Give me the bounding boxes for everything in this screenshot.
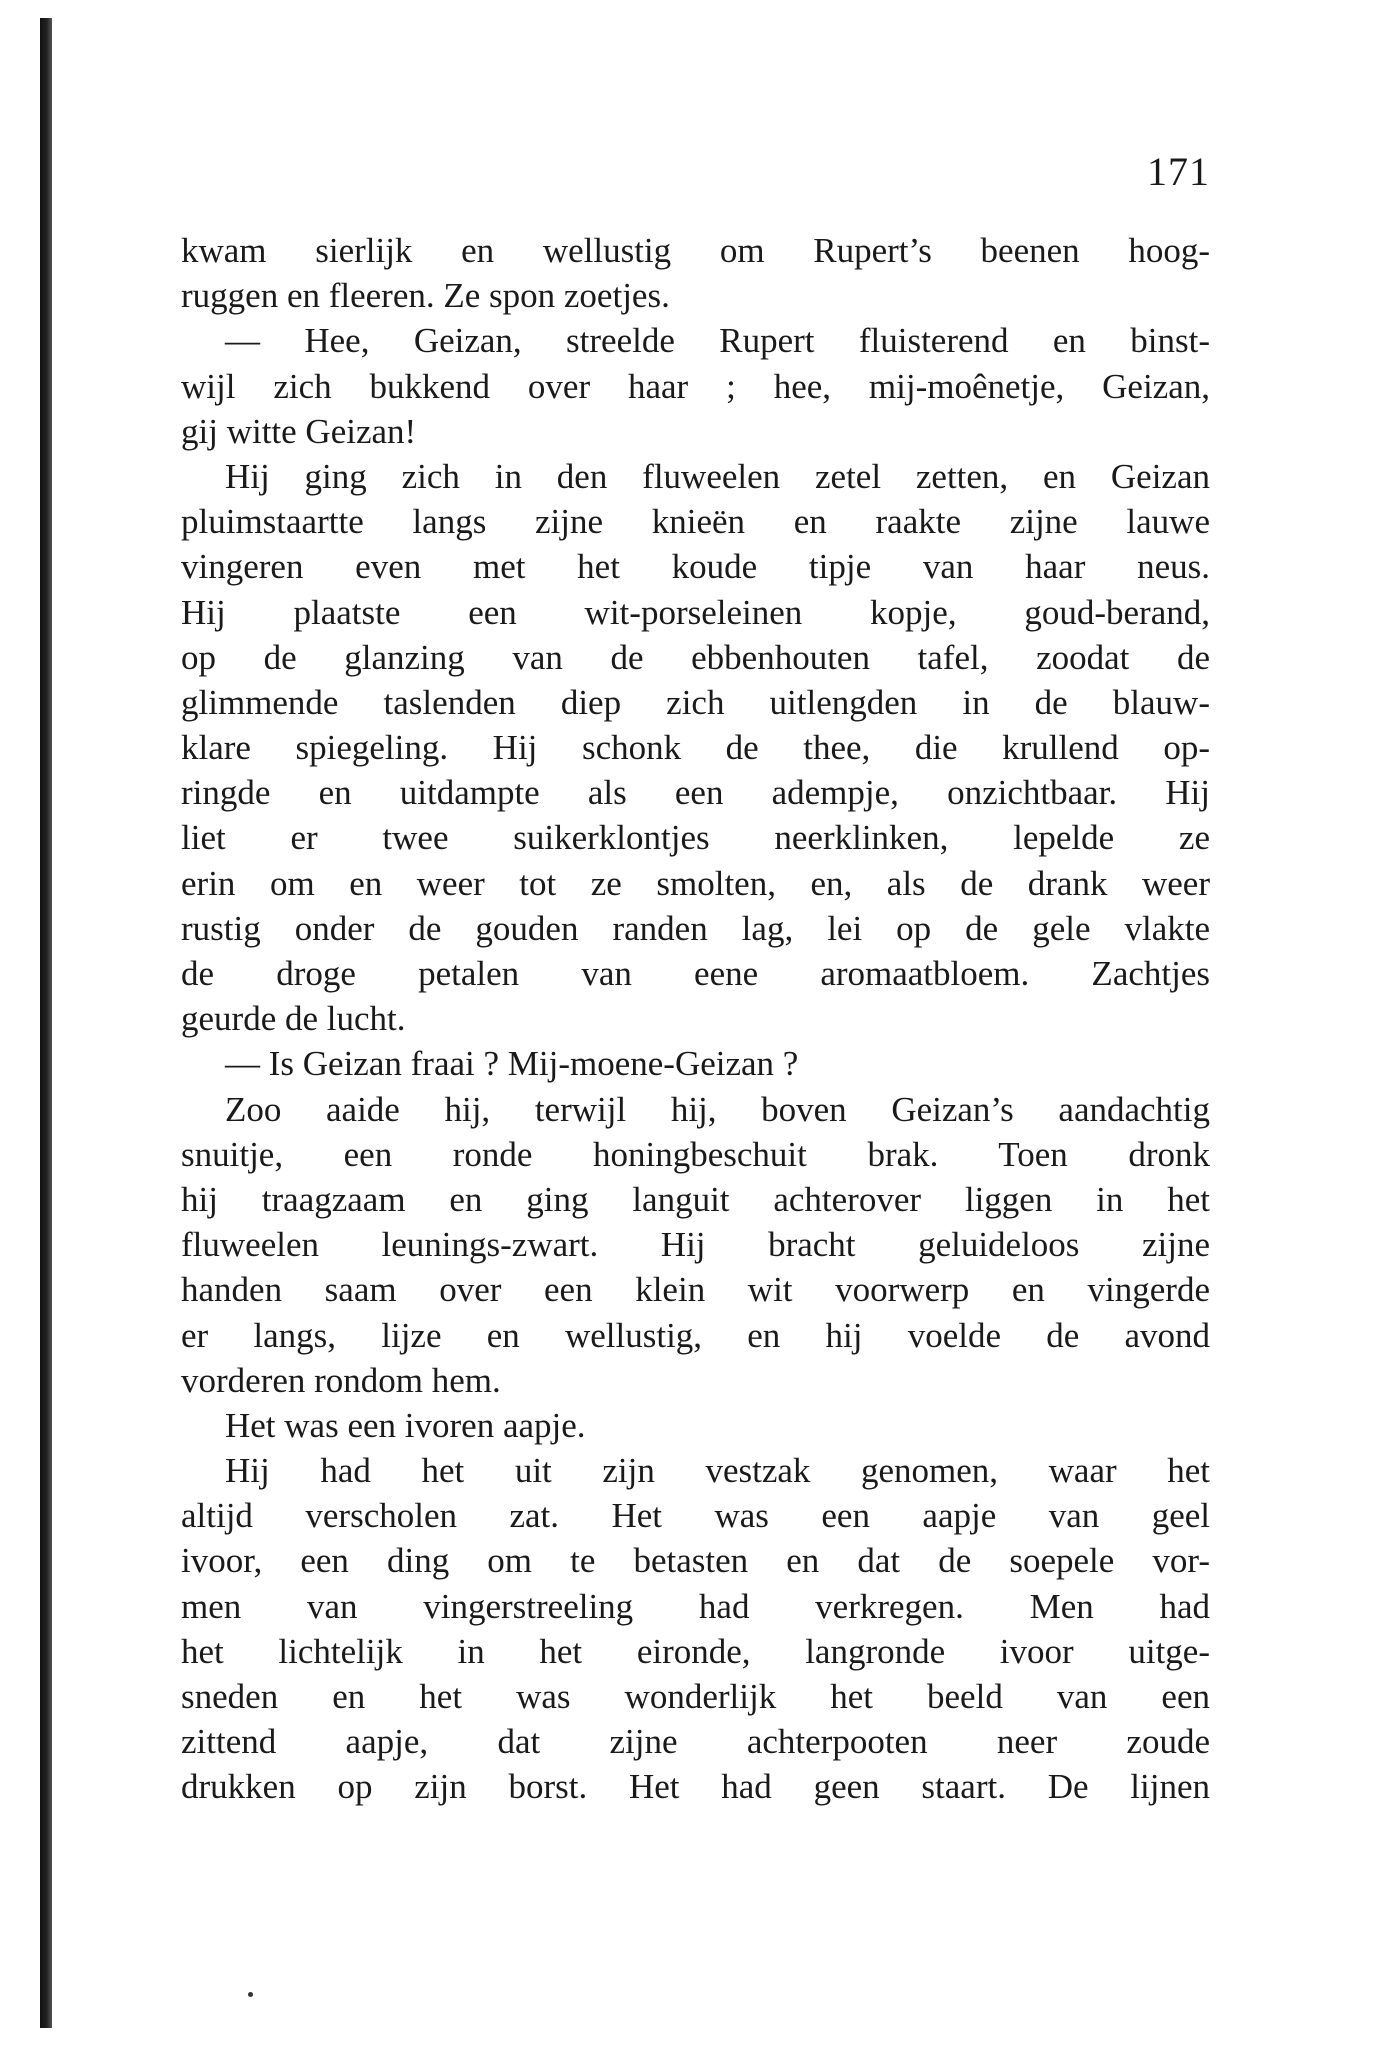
text-line: sneden en het was wonderlijk het beeld van een	[181, 1677, 1210, 1716]
text-line: Hij had het uit zijn vestzak genomen, waar het	[225, 1451, 1210, 1491]
text-line: gij witte Geizan!	[181, 411, 417, 451]
text-line: kwam sierlijk en wellustig om Rupert’s beenen hoog-	[181, 231, 1210, 270]
text-line: glimmende taslenden diep zich uitlengden in de blauw-	[181, 682, 1210, 722]
text-line: ringde en uitdampte als een adempje, onzichtbaar. Hij	[181, 773, 1210, 813]
text-line: wijl zich bukkend over haar ; hee, mij-moênetje, Geizan,	[181, 366, 1210, 406]
body-text	[181, 228, 1210, 1810]
text-line: ivoor, een ding om te betasten en dat de soepele vor-	[181, 1541, 1210, 1581]
text-line: handen saam over een klein wit voorwerp en vingerde	[181, 1270, 1210, 1310]
text-line: klare spiegeling. Hij schonk de thee, die krullend op-	[181, 728, 1210, 768]
text-line: geurde de lucht.	[181, 999, 406, 1039]
text-line: snuitje, een ronde honingbeschuit brak. Toen dronk	[181, 1134, 1210, 1174]
text-line: fluweelen leunings-zwart. Hij bracht geluideloos zijne	[181, 1225, 1210, 1265]
text-line: Hij ging zich in den fluweelen zetel zetten, en Geizan	[225, 456, 1210, 496]
text-line: vorderen rondom hem.	[181, 1360, 501, 1400]
text-line: rustig onder de gouden randen lag, lei op de gele vlakte	[181, 908, 1210, 948]
text-line: — Hee, Geizan, streelde Rupert fluisterend en binst-	[225, 321, 1210, 361]
page-number: 171	[1147, 149, 1210, 194]
text-line: vingeren even met het koude tipje van haar neus.	[181, 547, 1210, 587]
text-line: er langs, lijze en wellustig, en hij voelde de avond	[181, 1315, 1210, 1355]
text-line: — Is Geizan fraai ? Mij-moene-Geizan ?	[225, 1044, 799, 1084]
text-line: erin om en weer tot ze smolten, en, als de drank weer	[181, 863, 1210, 903]
text-line: men van vingerstreeling had verkregen. Men had	[181, 1586, 1210, 1626]
text-line: de droge petalen van eene aromaatbloem. Zachtjes	[181, 954, 1210, 993]
text-line: het lichtelijk in het eironde, langronde ivoor uitge-	[181, 1631, 1210, 1671]
binding-edge	[40, 18, 52, 2028]
text-line: ruggen en fleeren. Ze spon zoetjes.	[181, 276, 670, 316]
text-line: zittend aapje, dat zijne achterpooten neer zoude	[181, 1722, 1210, 1762]
text-line: Hij plaatste een wit-porseleinen kopje, goud-berand,	[181, 592, 1210, 632]
text-line: liet er twee suikerklontjes neerklinken, lepelde ze	[181, 818, 1210, 858]
text-line: Het was een ivoren aapje.	[225, 1405, 586, 1445]
text-line: op de glanzing van de ebbenhouten tafel, zoodat de	[181, 637, 1210, 677]
text-line: drukken op zijn borst. Het had geen staart. De lijnen	[181, 1767, 1210, 1807]
print-speck	[248, 1992, 253, 1997]
text-line: altijd verscholen zat. Het was een aapje van geel	[181, 1496, 1210, 1536]
text-line: Zoo aaide hij, terwijl hij, boven Geizan’s aandachtig	[225, 1089, 1210, 1129]
text-line: pluimstaartte langs zijne knieën en raakte zijne lauwe	[181, 502, 1210, 542]
text-line: hij traagzaam en ging languit achterover liggen in het	[181, 1179, 1210, 1219]
